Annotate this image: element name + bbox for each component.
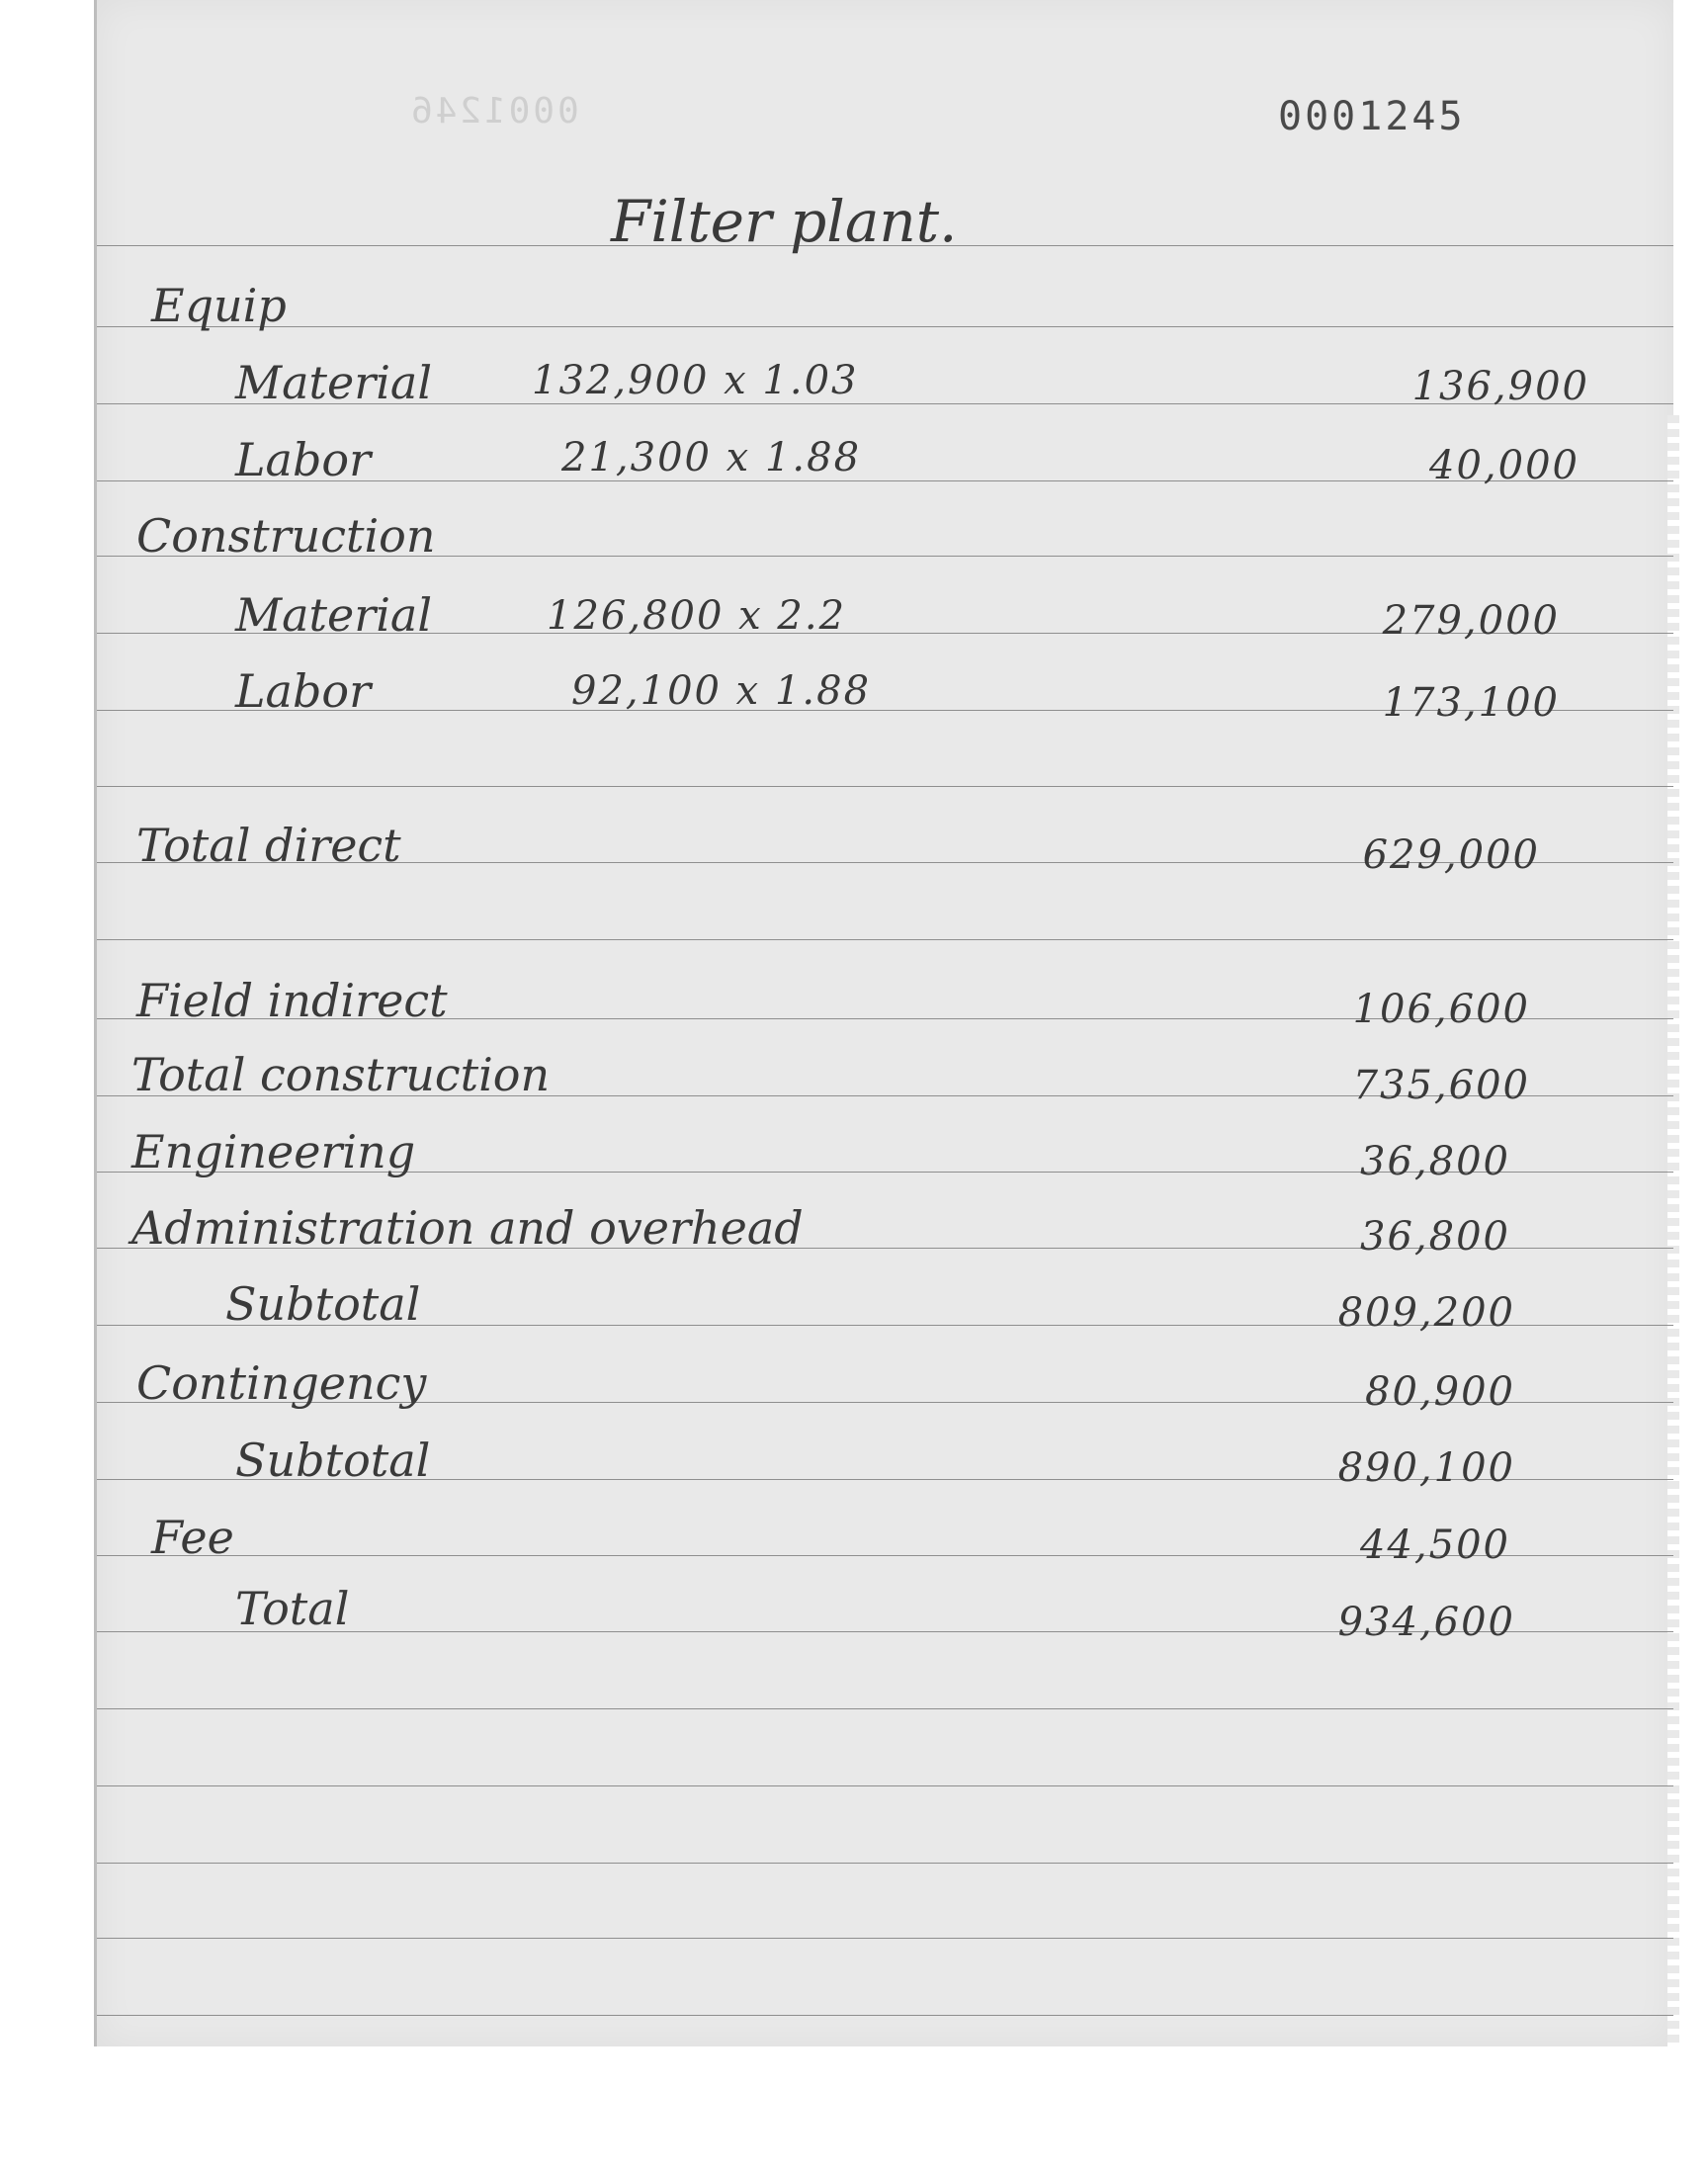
ruled-line [97,1938,1673,1939]
administration-label: Administration and overhead [131,1201,804,1255]
construction-material-amount: 279,000 [1382,598,1560,644]
ruled-line [97,1785,1673,1786]
subtotal-2-label: Subtotal [235,1434,431,1487]
administration-amount: 36,800 [1360,1214,1510,1260]
equip-heading: Equip [151,279,287,332]
document-number-stamp: 0001245 [1278,94,1466,139]
subtotal-1-label: Subtotal [225,1277,421,1331]
field-indirect-amount: 106,600 [1352,987,1530,1032]
construction-heading: Construction [136,509,436,563]
fee-label: Fee [151,1511,234,1564]
engineering-label: Engineering [131,1125,416,1178]
torn-perforated-edge [1667,415,1679,2046]
construction-material-label: Material [235,588,433,642]
total-amount: 934,600 [1337,1600,1515,1645]
field-indirect-label: Field indirect [136,974,448,1027]
contingency-amount: 80,900 [1365,1369,1515,1415]
total-construction-amount: 735,600 [1352,1063,1530,1108]
ruled-line [97,1708,1673,1709]
subtotal-2-amount: 890,100 [1337,1445,1515,1491]
page-title: Filter plant. [611,188,958,255]
total-label: Total [235,1582,350,1635]
page-margin [0,2046,1708,2175]
total-direct-amount: 629,000 [1362,832,1540,878]
total-direct-label: Total direct [136,819,401,872]
equip-material-amount: 136,900 [1411,364,1589,409]
subtotal-1-amount: 809,200 [1337,1290,1515,1336]
equip-labor-calc: 21,300 x 1.88 [561,435,862,480]
total-construction-label: Total construction [131,1048,551,1101]
construction-material-calc: 126,800 x 2.2 [547,593,847,639]
bleed-through-number: 0001246 [408,91,579,131]
ruled-line [97,1863,1673,1864]
fee-amount: 44,500 [1360,1522,1510,1568]
engineering-amount: 36,800 [1360,1139,1510,1184]
construction-labor-calc: 92,100 x 1.88 [571,668,872,714]
notebook-sheet [94,0,1673,2046]
ruled-line [97,326,1673,327]
equip-material-calc: 132,900 x 1.03 [532,358,859,403]
ruled-line [97,939,1673,940]
ruled-line [97,786,1673,787]
equip-labor-amount: 40,000 [1429,443,1580,488]
ruled-line [97,2015,1673,2016]
contingency-label: Contingency [136,1356,427,1410]
equip-labor-label: Labor [235,433,372,486]
construction-labor-amount: 173,100 [1382,680,1560,726]
construction-labor-label: Labor [235,664,372,718]
equip-material-label: Material [235,356,433,409]
